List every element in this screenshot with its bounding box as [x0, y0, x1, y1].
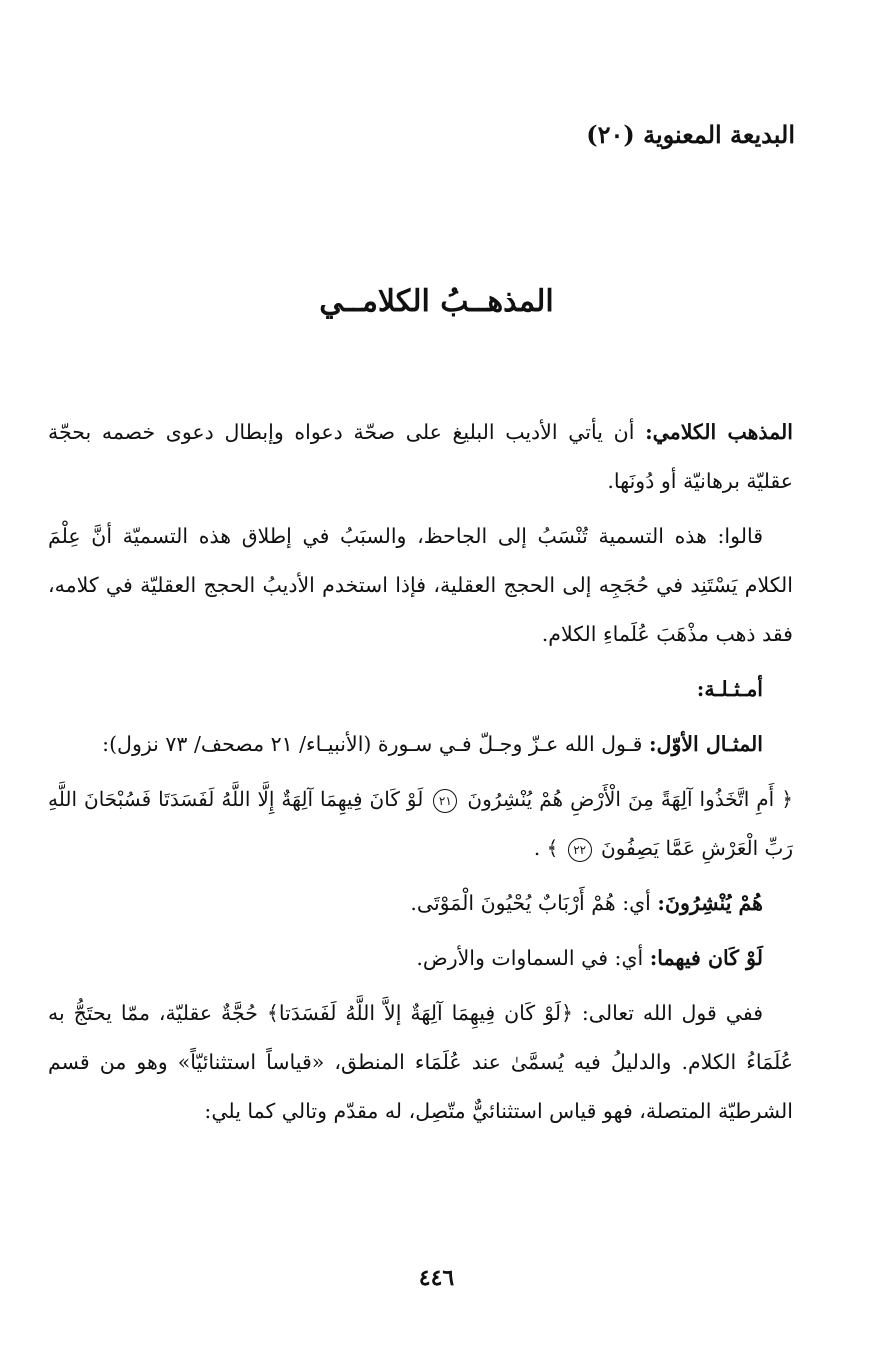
first-example-text: قـول الله عـزّ وجـلّ فـي سـورة (الأنبيـاء/ ٢١ مصحف/ ٧٣ نزول):: [102, 732, 643, 756]
analysis-text: ففي قول الله تعالى: ﴿لَوْ كَان فِيهِمَا آلِهَةٌ إلاَّ اللَّهُ لَفَسَدَتا﴾ حُجَّةٌ عقليّة، ممّا يحتَجُّ به عُلَمَاءُ الكلام. والدليلُ فيه يُسمَّىٰ عند عُلَمَاء المنطق، «قياساً استثنائيّاً» وهو من قسم الشرطيّة المتصلة، فهو قياس استثنائيٌّ متّصِل، له مقدّم وتالي كما يلي:: [48, 1001, 793, 1123]
gloss-paragraph: [48, 879, 793, 928]
page-number: ٤٤٦: [418, 1265, 455, 1291]
gloss-paragraph: [48, 934, 793, 983]
quran-open-bracket: ﴿: [781, 787, 793, 811]
first-example-paragraph: [48, 720, 793, 769]
gloss-text: أي: في السماوات والأرض.: [416, 946, 644, 970]
definition-paragraph: [48, 408, 793, 506]
naming-paragraph: [48, 512, 793, 659]
quran-verse: [48, 775, 793, 873]
gloss-term: لَوْ كَان فيهما:: [649, 946, 763, 970]
examples-heading-paragraph: [48, 665, 793, 714]
examples-heading: أمـثـلـة:: [696, 677, 763, 701]
analysis-paragraph: [48, 989, 793, 1136]
ayah-number-marker: ٢٢: [568, 838, 592, 862]
first-example-label: المثـال الأوّل:: [648, 732, 763, 756]
gloss-text: أي: هُمْ أَرْبَابٌ يُحْيُونَ الْمَوْتَى.: [410, 891, 651, 915]
running-title: البديعة المعنوية (٢٠): [586, 120, 795, 149]
definition-text: أن يأتي الأديب البليغ على صحّة دعواه وإبطال دعوى خصمه بحجّة عقليّة برهانيّة أو دُونَها.: [48, 420, 793, 493]
quran-verse-part2: لَوْ كَانَ فِيهِمَا آلِهَةٌ إِلَّا اللَّهُ لَفَسَدَتَا فَسُبْحَانَ اللَّهِ رَبِّ الْعَرْشِ عَمَّا يَصِفُونَ: [48, 787, 793, 860]
naming-text: قالوا: هذه التسمية تُنْسَبُ إلى الجاحظ، والسبَبُ في إطلاق هذه التسميّة أنَّ عِلْمَ الكلام يَسْتَنِد في حُجَجِه إلى الحجج العقلية، فإذا استخدم الأديبُ الحجج العقليّة في كلامه، فقد ذهب مذْهَبَ عُلَماءِ الكلام.: [48, 524, 793, 646]
body-text: [48, 408, 793, 1142]
definition-term: المذهب الكلامي:: [645, 420, 793, 444]
ayah-number-marker: ٢١: [433, 789, 457, 813]
quran-close-bracket: ﴾ .: [533, 836, 559, 860]
quran-verse-part1: أَمِ اتَّخَذُوا آلِهَةً مِنَ الْأَرْضِ هُمْ يُنْشِرُونَ: [467, 787, 775, 811]
gloss-term: هُمْ يُنْشِرُونَ:: [657, 891, 763, 915]
section-title: المذهــبُ الكلامــي: [319, 284, 554, 319]
